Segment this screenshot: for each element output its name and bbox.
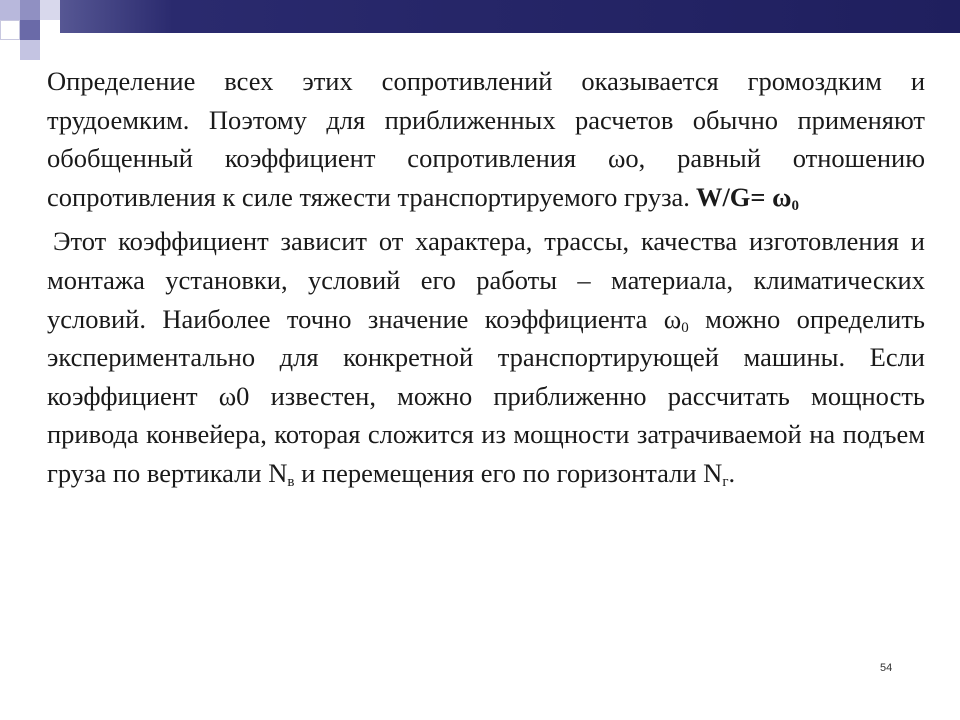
decor-square: [20, 20, 40, 40]
paragraph-2-part2: можно определить экспериментально для конкретной транспортирующей машины. Если коэффициент ω0 известен, можно приближенно рассчитать мощность привода конвейера, которая сложится из мощности затрачиваемой на подъем груза по вертикали N: [47, 303, 925, 488]
header-band: [0, 0, 960, 33]
decor-square: [20, 0, 40, 20]
paragraph-2-part4: .: [728, 457, 736, 488]
decor-square: [20, 40, 40, 60]
paragraph-1-text: Определение всех этих сопротивлений оказывается громоздким и трудоемким. Поэтому для приближенных расчетов обычно применяют обобщенный коэффициент сопротивления ωо, равный отношению сопротивления к силе тяжести транспортируемого груза.: [47, 66, 925, 212]
ng-subscript: г: [722, 473, 729, 490]
nv-subscript: в: [287, 473, 295, 490]
decor-square: [0, 0, 20, 20]
formula: [696, 182, 799, 212]
paragraph-1: [47, 62, 925, 216]
formula-main: W/G= ω: [695, 181, 792, 212]
paragraph-2-part1: Этот коэффициент зависит от характера, трассы, качества изготовления и монтажа установки, условий его работы – материала, климатических условий. Наиболее точно значение коэффициента ω: [47, 226, 925, 334]
paragraph-2: [47, 222, 925, 492]
decor-square: [40, 20, 60, 40]
paragraph-2-part3: и перемещения его по горизонтали N: [294, 457, 723, 488]
formula-subscript: 0: [791, 197, 800, 214]
omega-subscript: 0: [681, 319, 689, 336]
slide-body: [47, 62, 925, 493]
page-number: 54: [880, 662, 893, 674]
decor-square: [40, 0, 60, 20]
decor-square: [0, 20, 20, 40]
